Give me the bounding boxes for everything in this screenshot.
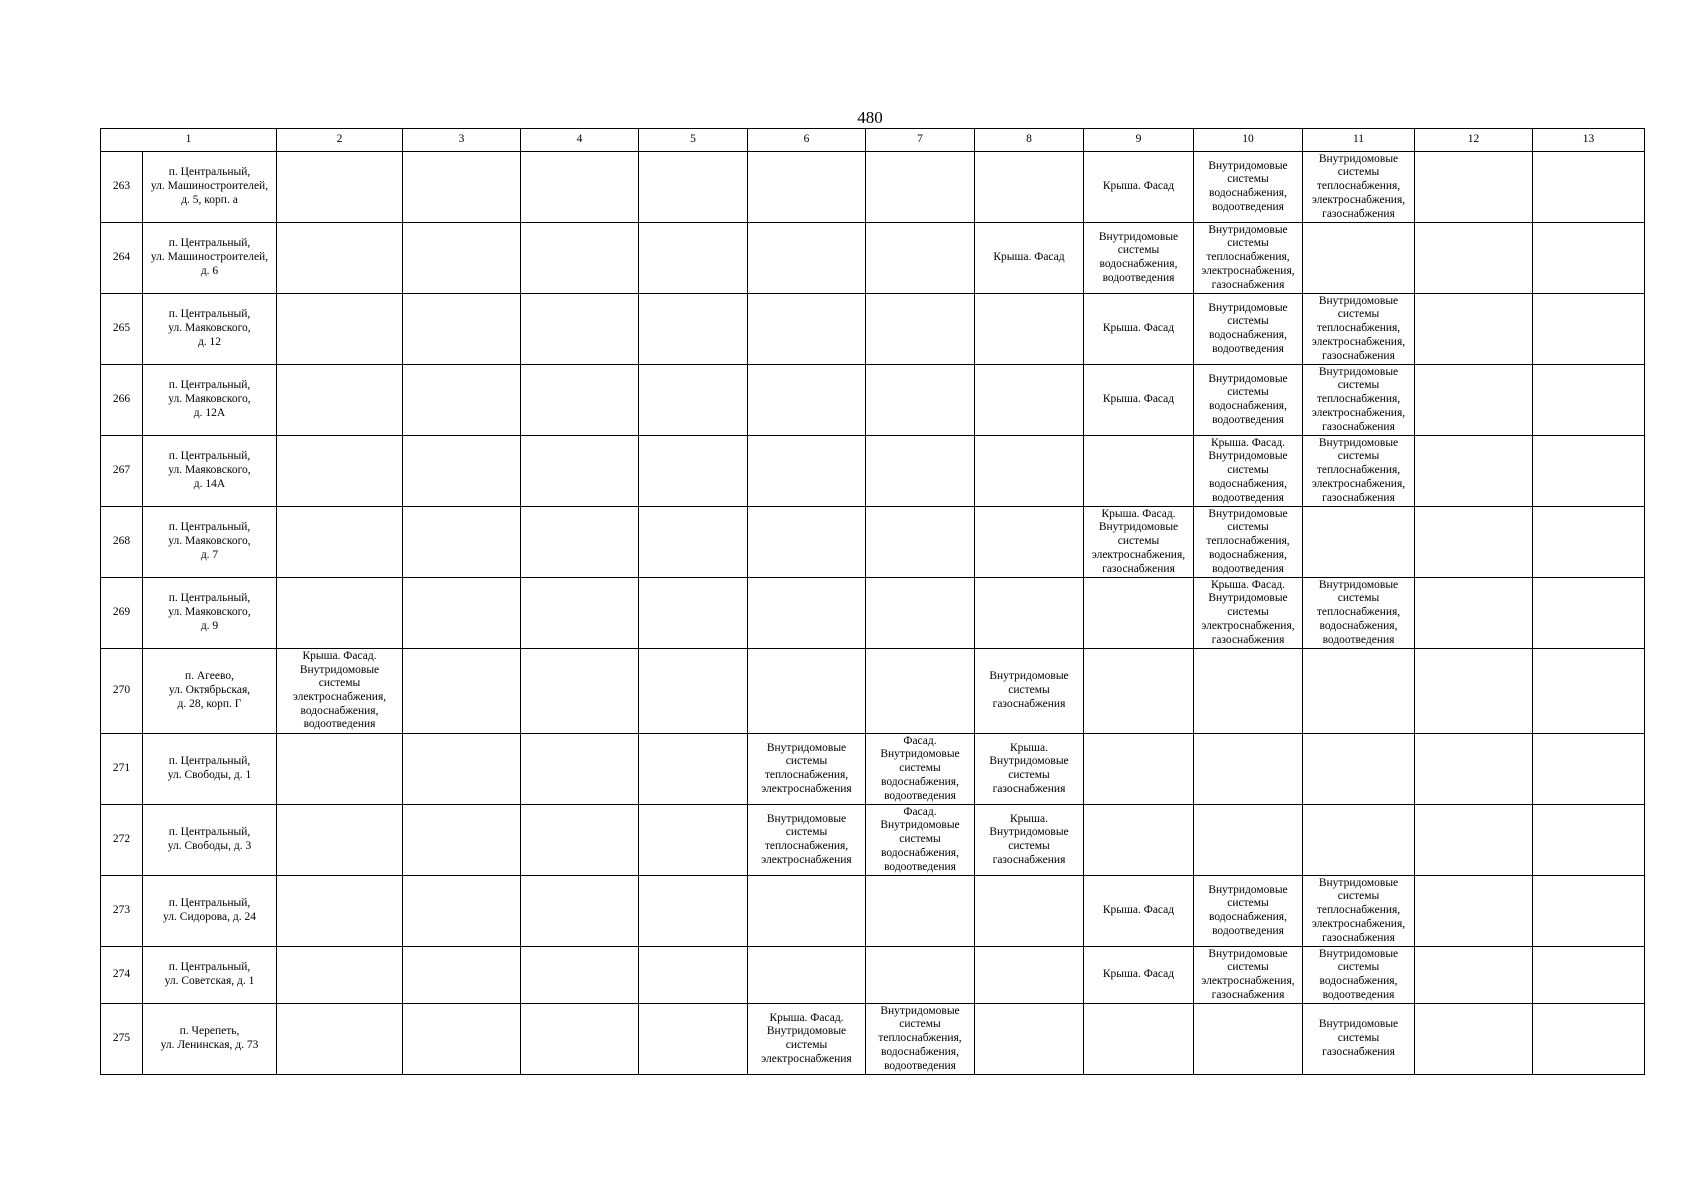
work-cell-col-2 <box>277 578 403 649</box>
work-cell-col-12 <box>1415 734 1533 805</box>
work-cell-col-9: Крыша. Фасад <box>1084 365 1194 436</box>
work-cell-col-10 <box>1194 649 1303 734</box>
work-cell-col-6 <box>748 294 866 365</box>
work-cell-col-2 <box>277 876 403 947</box>
work-cell-col-5 <box>639 152 748 223</box>
address-cell: п. Центральный, ул. Маяковского, д. 12А <box>143 365 277 436</box>
work-cell-col-10: Крыша. Фасад. Внутридомовые системы электроснабжения, газоснабжения <box>1194 578 1303 649</box>
column-header: 2 <box>277 129 403 152</box>
column-header: 4 <box>521 129 639 152</box>
address-cell: п. Центральный, ул. Маяковского, д. 14А <box>143 436 277 507</box>
table-row <box>101 734 1645 805</box>
work-cell-col-5 <box>639 578 748 649</box>
work-cell-col-13 <box>1533 876 1645 947</box>
row-number-cell: 275 <box>101 1004 143 1075</box>
work-cell-col-12 <box>1415 649 1533 734</box>
work-cell-col-2 <box>277 947 403 1004</box>
work-cell-col-13 <box>1533 223 1645 294</box>
work-cell-col-9 <box>1084 1004 1194 1075</box>
address-cell: п. Центральный, ул. Свободы, д. 1 <box>143 734 277 805</box>
work-cell-col-6 <box>748 507 866 578</box>
work-cell-col-5 <box>639 223 748 294</box>
table-row <box>101 507 1645 578</box>
work-cell-col-9: Крыша. Фасад <box>1084 294 1194 365</box>
work-cell-col-4 <box>521 436 639 507</box>
work-cell-col-8 <box>975 365 1084 436</box>
address-cell: п. Центральный, ул. Маяковского, д. 12 <box>143 294 277 365</box>
work-cell-col-4 <box>521 223 639 294</box>
work-cell-col-3 <box>403 805 521 876</box>
row-number-cell: 266 <box>101 365 143 436</box>
work-cell-col-10: Крыша. Фасад. Внутридомовые системы водоснабжения, водоотведения <box>1194 436 1303 507</box>
work-cell-col-9: Крыша. Фасад <box>1084 152 1194 223</box>
work-cell-col-2 <box>277 294 403 365</box>
page-number: 480 <box>857 108 883 127</box>
work-cell-col-6: Внутридомовые системы теплоснабжения, электроснабжения <box>748 734 866 805</box>
work-cell-col-13 <box>1533 805 1645 876</box>
table-row <box>101 294 1645 365</box>
work-cell-col-4 <box>521 365 639 436</box>
work-cell-col-7 <box>866 507 975 578</box>
work-cell-col-3 <box>403 294 521 365</box>
work-cell-col-12 <box>1415 365 1533 436</box>
work-cell-col-8 <box>975 436 1084 507</box>
table-row <box>101 436 1645 507</box>
work-cell-col-8: Крыша. Внутридомовые системы газоснабжения <box>975 805 1084 876</box>
column-header: 5 <box>639 129 748 152</box>
table-row <box>101 1004 1645 1075</box>
table-row <box>101 805 1645 876</box>
work-cell-col-11 <box>1303 805 1415 876</box>
column-header: 11 <box>1303 129 1415 152</box>
work-cell-col-9: Внутридомовые системы водоснабжения, водоотведения <box>1084 223 1194 294</box>
work-cell-col-13 <box>1533 578 1645 649</box>
work-cell-col-11 <box>1303 649 1415 734</box>
work-cell-col-5 <box>639 1004 748 1075</box>
work-cell-col-8 <box>975 294 1084 365</box>
work-cell-col-7: Фасад. Внутридомовые системы водоснабжения, водоотведения <box>866 805 975 876</box>
address-cell: п. Черепеть, ул. Ленинская, д. 73 <box>143 1004 277 1075</box>
table-row <box>101 365 1645 436</box>
work-cell-col-10 <box>1194 1004 1303 1075</box>
work-cell-col-7: Фасад. Внутридомовые системы водоснабжения, водоотведения <box>866 734 975 805</box>
work-cell-col-7 <box>866 649 975 734</box>
column-header: 10 <box>1194 129 1303 152</box>
work-cell-col-9 <box>1084 649 1194 734</box>
work-cell-col-11 <box>1303 734 1415 805</box>
column-header: 3 <box>403 129 521 152</box>
table-row <box>101 578 1645 649</box>
work-cell-col-12 <box>1415 578 1533 649</box>
work-cell-col-3 <box>403 507 521 578</box>
work-cell-col-2 <box>277 1004 403 1075</box>
work-cell-col-6 <box>748 649 866 734</box>
work-cell-col-4 <box>521 734 639 805</box>
work-cell-col-3 <box>403 734 521 805</box>
work-cell-col-13 <box>1533 1004 1645 1075</box>
row-number-cell: 268 <box>101 507 143 578</box>
work-cell-col-3 <box>403 947 521 1004</box>
table-row <box>101 152 1645 223</box>
table-row <box>101 876 1645 947</box>
work-cell-col-3 <box>403 578 521 649</box>
work-cell-col-5 <box>639 436 748 507</box>
work-cell-col-10: Внутридомовые системы водоснабжения, водоотведения <box>1194 294 1303 365</box>
work-cell-col-12 <box>1415 436 1533 507</box>
work-cell-col-13 <box>1533 507 1645 578</box>
work-cell-col-11: Внутридомовые системы теплоснабжения, электроснабжения, газоснабжения <box>1303 152 1415 223</box>
work-cell-col-6 <box>748 578 866 649</box>
row-number-cell: 265 <box>101 294 143 365</box>
table-row <box>101 649 1645 734</box>
work-cell-col-8 <box>975 578 1084 649</box>
work-cell-col-9 <box>1084 805 1194 876</box>
work-cell-col-6 <box>748 152 866 223</box>
work-cell-col-3 <box>403 152 521 223</box>
work-cell-col-3 <box>403 876 521 947</box>
work-cell-col-8 <box>975 876 1084 947</box>
column-header: 6 <box>748 129 866 152</box>
work-cell-col-12 <box>1415 223 1533 294</box>
work-cell-col-11: Внутридомовые системы теплоснабжения, электроснабжения, газоснабжения <box>1303 365 1415 436</box>
work-cell-col-9: Крыша. Фасад <box>1084 876 1194 947</box>
work-cell-col-7 <box>866 947 975 1004</box>
work-cell-col-2 <box>277 152 403 223</box>
work-cell-col-6 <box>748 223 866 294</box>
work-cell-col-2 <box>277 805 403 876</box>
work-cell-col-3 <box>403 223 521 294</box>
work-cell-col-12 <box>1415 152 1533 223</box>
work-cell-col-13 <box>1533 649 1645 734</box>
work-cell-col-12 <box>1415 876 1533 947</box>
address-cell: п. Центральный, ул. Маяковского, д. 7 <box>143 507 277 578</box>
work-cell-col-7 <box>866 294 975 365</box>
row-number-cell: 267 <box>101 436 143 507</box>
work-cell-col-5 <box>639 947 748 1004</box>
work-cell-col-4 <box>521 152 639 223</box>
work-cell-col-4 <box>521 876 639 947</box>
work-cell-col-13 <box>1533 436 1645 507</box>
row-number-cell: 264 <box>101 223 143 294</box>
row-number-cell: 272 <box>101 805 143 876</box>
row-number-cell: 274 <box>101 947 143 1004</box>
work-cell-col-3 <box>403 1004 521 1075</box>
work-cell-col-12 <box>1415 1004 1533 1075</box>
address-cell: п. Центральный, ул. Машиностроителей, д. 6 <box>143 223 277 294</box>
work-cell-col-7: Внутридомовые системы теплоснабжения, водоснабжения, водоотведения <box>866 1004 975 1075</box>
work-cell-col-5 <box>639 649 748 734</box>
row-number-cell: 263 <box>101 152 143 223</box>
row-number-cell: 273 <box>101 876 143 947</box>
work-cell-col-9 <box>1084 734 1194 805</box>
table-row <box>101 947 1645 1004</box>
work-cell-col-7 <box>866 436 975 507</box>
work-cell-col-7 <box>866 365 975 436</box>
work-cell-col-5 <box>639 734 748 805</box>
table-body <box>101 152 1645 1075</box>
work-cell-col-7 <box>866 223 975 294</box>
work-cell-col-5 <box>639 294 748 365</box>
work-cell-col-13 <box>1533 152 1645 223</box>
work-cell-col-3 <box>403 436 521 507</box>
work-cell-col-2 <box>277 507 403 578</box>
row-number-cell: 269 <box>101 578 143 649</box>
work-cell-col-8: Крыша. Фасад <box>975 223 1084 294</box>
work-cell-col-3 <box>403 365 521 436</box>
work-cell-col-6 <box>748 876 866 947</box>
work-cell-col-11: Внутридомовые системы теплоснабжения, электроснабжения, газоснабжения <box>1303 876 1415 947</box>
work-cell-col-2 <box>277 734 403 805</box>
address-cell: п. Центральный, ул. Советская, д. 1 <box>143 947 277 1004</box>
row-number-cell: 270 <box>101 649 143 734</box>
work-cell-col-8: Крыша. Внутридомовые системы газоснабжения <box>975 734 1084 805</box>
work-cell-col-8 <box>975 152 1084 223</box>
work-cell-col-9: Крыша. Фасад <box>1084 947 1194 1004</box>
work-cell-col-13 <box>1533 734 1645 805</box>
column-header: 13 <box>1533 129 1645 152</box>
work-cell-col-12 <box>1415 805 1533 876</box>
work-cell-col-11: Внутридомовые системы теплоснабжения, электроснабжения, газоснабжения <box>1303 436 1415 507</box>
work-cell-col-11: Внутридомовые системы теплоснабжения, водоснабжения, водоотведения <box>1303 578 1415 649</box>
column-number-row <box>101 129 1645 152</box>
work-cell-col-7 <box>866 152 975 223</box>
work-cell-col-4 <box>521 947 639 1004</box>
work-cell-col-13 <box>1533 947 1645 1004</box>
work-cell-col-4 <box>521 507 639 578</box>
work-cell-col-8 <box>975 947 1084 1004</box>
column-header: 9 <box>1084 129 1194 152</box>
work-cell-col-4 <box>521 294 639 365</box>
work-cell-col-11: Внутридомовые системы газоснабжения <box>1303 1004 1415 1075</box>
address-cell: п. Центральный, ул. Свободы, д. 3 <box>143 805 277 876</box>
work-cell-col-10: Внутридомовые системы водоснабжения, водоотведения <box>1194 152 1303 223</box>
table-row <box>101 223 1645 294</box>
work-cell-col-5 <box>639 805 748 876</box>
work-cell-col-10: Внутридомовые системы теплоснабжения, водоснабжения, водоотведения <box>1194 507 1303 578</box>
work-cell-col-6 <box>748 365 866 436</box>
row-number-cell: 271 <box>101 734 143 805</box>
work-cell-col-10 <box>1194 805 1303 876</box>
work-cell-col-2 <box>277 436 403 507</box>
address-cell: п. Центральный, ул. Сидорова, д. 24 <box>143 876 277 947</box>
column-header: 7 <box>866 129 975 152</box>
work-cell-col-2 <box>277 223 403 294</box>
work-cell-col-2 <box>277 365 403 436</box>
work-cell-col-10: Внутридомовые системы теплоснабжения, электроснабжения, газоснабжения <box>1194 223 1303 294</box>
work-cell-col-11 <box>1303 223 1415 294</box>
work-cell-col-10 <box>1194 734 1303 805</box>
work-cell-col-12 <box>1415 507 1533 578</box>
work-cell-col-8 <box>975 507 1084 578</box>
work-cell-col-6 <box>748 436 866 507</box>
address-cell: п. Агеево, ул. Октябрьская, д. 28, корп. Г <box>143 649 277 734</box>
work-cell-col-4 <box>521 578 639 649</box>
column-header: 8 <box>975 129 1084 152</box>
work-cell-col-4 <box>521 1004 639 1075</box>
work-cell-col-6 <box>748 947 866 1004</box>
work-cell-col-10: Внутридомовые системы электроснабжения, газоснабжения <box>1194 947 1303 1004</box>
work-cell-col-7 <box>866 876 975 947</box>
work-cell-col-13 <box>1533 294 1645 365</box>
work-cell-col-9: Крыша. Фасад. Внутридомовые системы электроснабжения, газоснабжения <box>1084 507 1194 578</box>
work-cell-col-11: Внутридомовые системы теплоснабжения, электроснабжения, газоснабжения <box>1303 294 1415 365</box>
work-cell-col-5 <box>639 365 748 436</box>
column-header: 12 <box>1415 129 1533 152</box>
work-cell-col-12 <box>1415 294 1533 365</box>
work-cell-col-5 <box>639 876 748 947</box>
work-cell-col-11: Внутридомовые системы водоснабжения, водоотведения <box>1303 947 1415 1004</box>
works-schedule-table <box>100 128 1645 1075</box>
work-cell-col-3 <box>403 649 521 734</box>
work-cell-col-4 <box>521 649 639 734</box>
work-cell-col-9 <box>1084 578 1194 649</box>
work-cell-col-10: Внутридомовые системы водоснабжения, водоотведения <box>1194 365 1303 436</box>
column-header: 1 <box>101 129 277 152</box>
work-cell-col-8 <box>975 1004 1084 1075</box>
work-cell-col-12 <box>1415 947 1533 1004</box>
work-cell-col-8: Внутридомовые системы газоснабжения <box>975 649 1084 734</box>
address-cell: п. Центральный, ул. Машиностроителей, д. 5, корп. а <box>143 152 277 223</box>
work-cell-col-2: Крыша. Фасад. Внутридомовые системы электроснабжения, водоснабжения, водоотведения <box>277 649 403 734</box>
work-cell-col-13 <box>1533 365 1645 436</box>
work-cell-col-6: Внутридомовые системы теплоснабжения, электроснабжения <box>748 805 866 876</box>
work-cell-col-4 <box>521 805 639 876</box>
work-cell-col-11 <box>1303 507 1415 578</box>
work-cell-col-5 <box>639 507 748 578</box>
address-cell: п. Центральный, ул. Маяковского, д. 9 <box>143 578 277 649</box>
work-cell-col-6: Крыша. Фасад. Внутридомовые системы электроснабжения <box>748 1004 866 1075</box>
work-cell-col-9 <box>1084 436 1194 507</box>
work-cell-col-7 <box>866 578 975 649</box>
work-cell-col-10: Внутридомовые системы водоснабжения, водоотведения <box>1194 876 1303 947</box>
